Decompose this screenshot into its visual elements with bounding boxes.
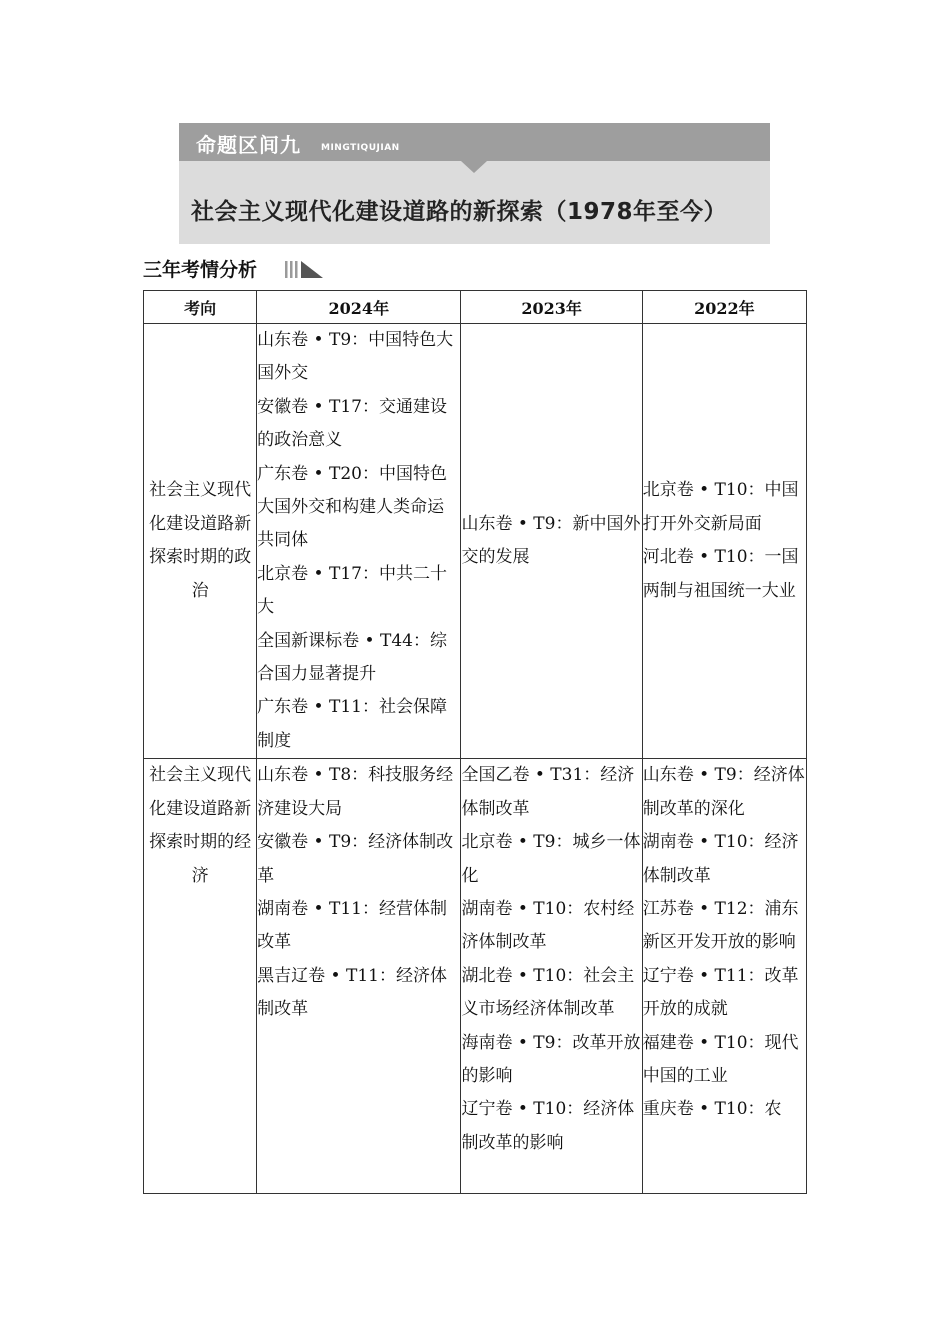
exam-entry: 北京卷 • T10：中国打开外交新局面 xyxy=(642,480,799,534)
table-row xyxy=(144,324,807,759)
exam-entry: 广东卷 • T11：社会保障制度 xyxy=(257,697,447,751)
exam-entry: 福建卷 • T10：现代中国的工业 xyxy=(642,1032,799,1086)
table-row xyxy=(144,759,807,1194)
heading-decoration-icon xyxy=(285,258,327,280)
exam-entry: 湖南卷 • T11：经营体制改革 xyxy=(257,898,447,953)
header-2023: 2023年 xyxy=(461,291,642,324)
exam-entry: 北京卷 • T9：城乡一体化 xyxy=(461,832,641,886)
exam-entry: 广东卷 • T20：中国特色大国外交和构建人类命运共同体 xyxy=(257,463,447,551)
header-2022: 2022年 xyxy=(642,291,806,324)
analysis-heading: 三年考情分析 xyxy=(143,259,258,281)
exam-entry: 重庆卷 • T10：农 xyxy=(642,1099,782,1120)
header-2024: 2024年 xyxy=(257,291,461,324)
exam-entry: 全国新课标卷 • T44：综合国力显著提升 xyxy=(257,630,447,685)
entries-2024 xyxy=(257,759,461,1194)
exam-entry: 山东卷 • T9：新中国外交的发展 xyxy=(461,513,641,568)
chapter-title: 社会主义现代化建设道路的新探索（1978年至今） xyxy=(191,199,728,225)
exam-entry: 安徽卷 • T17：交通建设的政治意义 xyxy=(257,396,447,451)
exam-entry: 辽宁卷 • T11：改革开放的成就 xyxy=(642,965,799,1020)
exam-entry: 山东卷 • T8：科技服务经济建设大局 xyxy=(257,765,454,819)
exam-entry: 山东卷 • T9：中国特色大国外交 xyxy=(257,330,454,384)
entries-2023 xyxy=(461,324,642,759)
entries-2024 xyxy=(257,324,461,759)
section-label: 命题区间九 xyxy=(196,133,301,157)
exam-entry: 安徽卷 • T9：经济体制改革 xyxy=(257,832,454,886)
section-label-pinyin: MINGTIQUJIAN xyxy=(321,143,400,153)
entries-2022 xyxy=(642,759,806,1194)
exam-entry: 黑吉辽卷 • T11：经济体制改革 xyxy=(257,965,447,1020)
exam-entry: 湖北卷 • T10：社会主义市场经济体制改革 xyxy=(461,965,635,1020)
chapter-banner xyxy=(179,123,770,244)
exam-entry: 湖南卷 • T10：农村经济体制改革 xyxy=(461,898,635,953)
header-topic: 考向 xyxy=(144,291,257,324)
entries-2022 xyxy=(642,324,806,759)
exam-entry: 海南卷 • T9：改革开放的影响 xyxy=(461,1032,641,1086)
topic-cell: 社会主义现代化建设道路新探索时期的经济 xyxy=(144,759,257,1194)
exam-entry: 全国乙卷 • T31：经济体制改革 xyxy=(461,765,635,819)
exam-entry: 湖南卷 • T10：经济体制改革 xyxy=(642,832,799,886)
exam-entry: 北京卷 • T17：中共二十大 xyxy=(257,563,447,618)
exam-entry: 辽宁卷 • T10：经济体制改革的影响 xyxy=(461,1099,635,1153)
table-header-row xyxy=(144,291,807,324)
exam-entry: 河北卷 • T10：一国两制与祖国统一大业 xyxy=(642,547,799,601)
topic-cell: 社会主义现代化建设道路新探索时期的政治 xyxy=(144,324,257,759)
exam-analysis-table xyxy=(143,290,807,1194)
exam-entry: 江苏卷 • T12：浦东新区开发开放的影响 xyxy=(642,898,799,953)
banner-notch xyxy=(461,161,487,173)
entries-2023 xyxy=(461,759,642,1194)
exam-entry: 山东卷 • T9：经济体制改革的深化 xyxy=(642,765,805,819)
